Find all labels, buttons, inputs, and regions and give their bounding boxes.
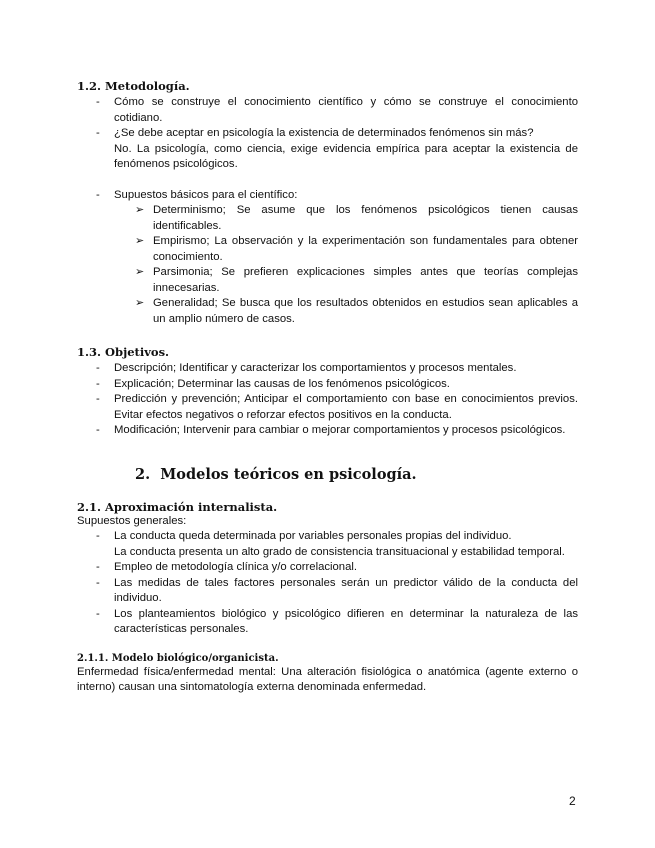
internalista-list — [77, 529, 578, 638]
list-item-text: Descripción; Identificar y caracterizar los comportamientos y procesos mentales. — [114, 362, 517, 374]
list-item-text: Las medidas de tales factores personales serán un predictor válido de la conducta del individuo. — [114, 576, 578, 604]
list-item — [77, 95, 578, 126]
list-item-continuation — [77, 545, 578, 561]
arrow-bullet-icon: ➢ — [135, 297, 145, 309]
sub-list-item-text: Generalidad; Se busca que los resultados obtenidos en estudios sean aplicables a un amplio número de casos. — [153, 297, 578, 325]
dash-bullet: - — [96, 530, 100, 542]
sub-list-item — [77, 203, 578, 234]
supuestos-list — [77, 203, 578, 327]
sub-list-item — [77, 296, 578, 327]
dash-bullet: - — [96, 362, 100, 374]
heading-aproximacion-internalista: 2.1. Aproximación internalista. — [77, 499, 278, 514]
arrow-bullet-icon: ➢ — [135, 266, 145, 278]
list-item-text: Predicción y prevención; Anticipar el comportamiento con base en conocimientos previos. Evitar efectos negativos o reforzar efectos positivos en la conducta. — [114, 393, 578, 421]
list-item-text: La conducta queda determinada por variables personales propias del individuo. — [114, 530, 512, 542]
dash-bullet: - — [96, 377, 100, 390]
heading-metodologia: 1.2. Metodología. — [77, 79, 190, 93]
dash-bullet: - — [96, 576, 100, 589]
dash-bullet: - — [96, 561, 100, 573]
paragraph-intro: Supuestos generales: — [77, 514, 187, 527]
list-item — [77, 126, 578, 142]
dash-bullet: - — [96, 96, 100, 108]
list-item-text: ¿Se debe aceptar en psicología la existencia de determinados fenómenos sin más? — [114, 127, 534, 139]
dash-bullet: - — [96, 127, 100, 139]
heading-number: 2. — [135, 465, 151, 483]
paragraph-modelo-biologico: Enfermedad física/enfermedad mental: Una alteración fisiológica o anatómica (agente externo o interno) causan una sintomatología externa denominada enfermedad. — [77, 665, 578, 693]
heading-modelos-teoricos — [77, 466, 578, 484]
heading-modelo-biologico: 2.1.1. Modelo biológico/organicista. — [77, 652, 279, 664]
sub-list-item-text: Empirismo; La observación y la experimentación son fundamentales para obtener conocimiento. — [153, 235, 578, 263]
list-item — [77, 188, 578, 204]
dash-bullet: - — [96, 188, 100, 201]
list-item-text: Empleo de metodología clínica y/o correlacional. — [114, 561, 358, 573]
list-item-text: La conducta presenta un alto grado de consistencia transituacional y estabilidad temporal. — [114, 545, 565, 558]
dash-bullet: - — [96, 393, 100, 405]
dash-bullet: - — [96, 424, 100, 436]
list-item-text: Cómo se construye el conocimiento científico y cómo se construye el conocimiento cotidiano. — [114, 96, 578, 124]
list-item — [77, 576, 578, 607]
sub-list-item — [77, 265, 578, 296]
list-item — [77, 361, 578, 377]
heading-text: Modelos teóricos en psicología. — [160, 465, 417, 483]
objetivos-list — [77, 361, 578, 439]
arrow-bullet-icon: ➢ — [135, 204, 145, 216]
spacer — [77, 173, 578, 188]
metodologia-list — [77, 95, 578, 203]
heading-objetivos: 1.3. Objetivos. — [77, 345, 170, 359]
page-number: 2 — [569, 794, 576, 808]
list-item — [77, 392, 578, 423]
list-item-text: Los planteamientos biológico y psicológico difieren en determinar la naturaleza de las características personales. — [114, 607, 578, 635]
answer-text: No. La psicología, como ciencia, exige evidencia empírica para aceptar la existencia de fenómenos psicológicos. — [114, 142, 578, 170]
arrow-bullet-icon: ➢ — [135, 235, 145, 247]
sub-list-item-text: Determinismo; Se asume que los fenómenos psicológicos tienen causas identificables. — [153, 204, 578, 232]
list-item — [77, 607, 578, 638]
list-item-continuation — [77, 142, 578, 173]
sub-list-item — [77, 234, 578, 265]
list-item — [77, 560, 578, 576]
document-page — [77, 0, 578, 696]
list-item — [77, 529, 578, 545]
sub-list-item-text: Parsimonia; Se prefieren explicaciones simples antes que teorías complejas innecesarias. — [153, 266, 578, 294]
list-item-text: Supuestos básicos para el científico: — [114, 188, 298, 201]
list-item-text: Modificación; Intervenir para cambiar o mejorar comportamientos y procesos psicológicos. — [114, 424, 566, 436]
list-item-text: Explicación; Determinar las causas de los fenómenos psicológicos. — [114, 377, 450, 390]
dash-bullet: - — [96, 607, 100, 620]
list-item — [77, 423, 578, 439]
list-item — [77, 377, 578, 393]
